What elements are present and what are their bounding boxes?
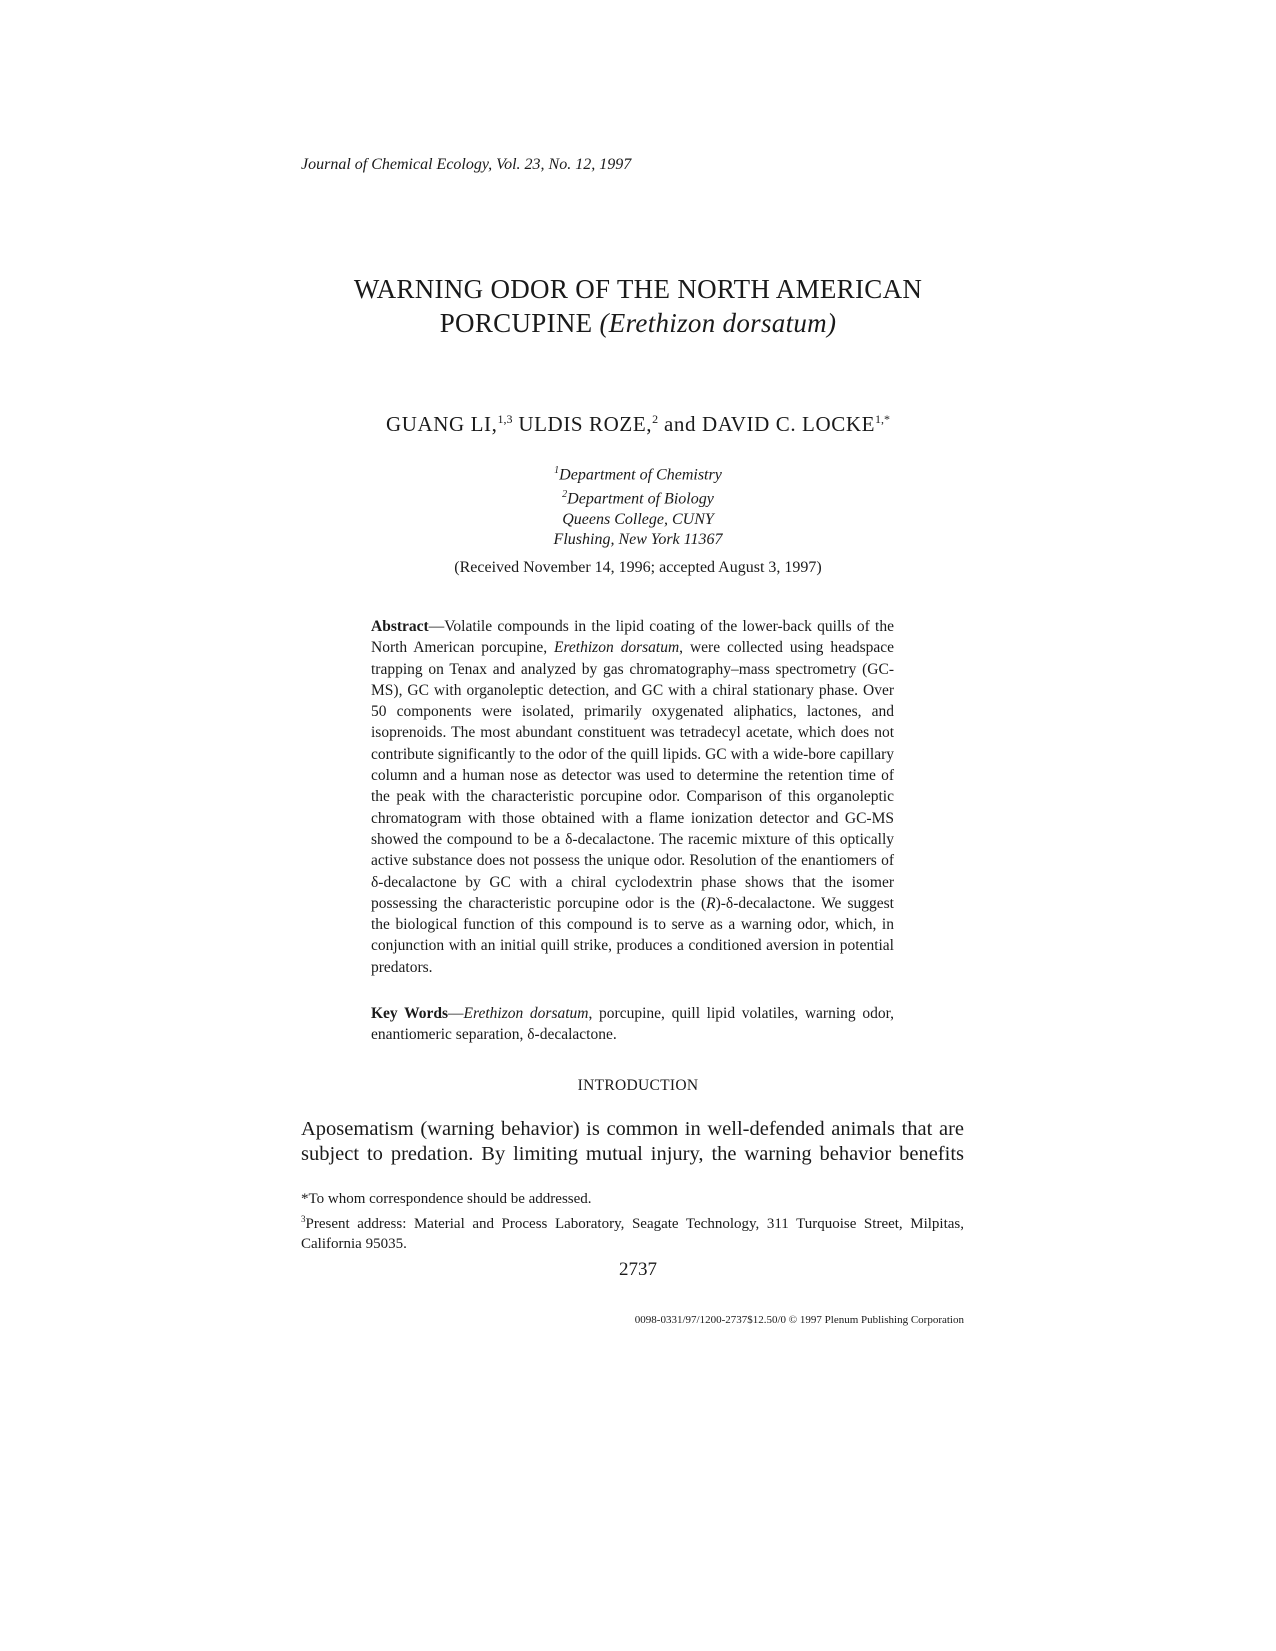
affiliation-line [0, 461, 1276, 485]
title-line-2-plain: PORCUPINE [439, 308, 600, 338]
affiliation-text: Department of Chemistry [559, 466, 722, 484]
footnotes [301, 1189, 964, 1254]
article-title [0, 272, 1276, 340]
abstract-text: —Volatile compounds in the lipid coating of the lower-back quills of the North American porcupine, [371, 618, 894, 657]
affiliations [0, 461, 1276, 550]
author-2: ULDIS ROZE, [512, 412, 653, 436]
title-species: (Erethizon dorsatum) [599, 308, 837, 338]
journal-citation: Journal of Chemical Ecology, Vol. 23, No. 12, 1997 [301, 156, 632, 173]
title-line-2 [0, 306, 1276, 340]
affiliation-text: Department of Biology [567, 490, 714, 508]
keywords-species: Erethizon dorsatum [463, 1005, 589, 1022]
keywords-dash: — [448, 1005, 464, 1022]
affiliation-text: Queens College, CUNY [562, 510, 714, 528]
author-2-affil: 2 [652, 412, 659, 426]
abstract [371, 616, 894, 978]
keywords-label: Key Words [371, 1005, 449, 1022]
affiliation-line [0, 530, 1276, 550]
page-number: 2737 [619, 1259, 657, 1280]
footnote-text: Present address: Material and Process Laboratory, Seagate Technology, 311 Turquoise Street, Milpitas, California 95035. [301, 1216, 964, 1252]
key-words [371, 1003, 894, 1046]
intro-line-2: subject to predation. By limiting mutual injury, the warning behavior benefits [301, 1143, 964, 1165]
author-3: and DAVID C. LOCKE [658, 412, 876, 436]
received-dates: (Received November 14, 1996; accepted August 3, 1997) [454, 559, 822, 576]
affiliation-text: Flushing, New York 11367 [553, 530, 723, 548]
section-heading: INTRODUCTION [577, 1077, 699, 1094]
affiliation-marker: 2 [562, 489, 568, 501]
abstract-text: )-δ-decalactone. We suggest the biological function of this compound is to serve as a warning odor, which, in conjunction with an initial quill strike, produces a conditioned aversion in potential predators. [371, 894, 894, 976]
author-3-affil: 1,* [875, 412, 891, 426]
abstract-label: Abstract [371, 618, 429, 635]
footnote-marker: 3 [301, 1214, 306, 1224]
affiliation-marker: 1 [554, 465, 560, 476]
abstract-species: Erethizon dorsatum [554, 639, 680, 657]
footnote-2 [301, 1209, 964, 1254]
introduction-text [301, 1117, 964, 1167]
abstract-config: R [706, 894, 716, 912]
footnote-1: *To whom correspondence should be addressed. [301, 1191, 592, 1207]
author-1-affil: 1,3 [497, 412, 513, 426]
author-list [0, 412, 1276, 437]
keywords-text: , porcupine, quill lipid volatiles, warning odor, enantiomeric separation, δ-decalactone. [371, 1005, 895, 1044]
author-1: GUANG LI, [385, 412, 498, 436]
title-line-1: WARNING ODOR OF THE NORTH AMERICAN [353, 274, 923, 304]
affiliation-line [0, 485, 1276, 509]
copyright-line: 0098-0331/97/1200-2737$12.50/0 © 1997 Plenum Publishing Corporation [634, 1314, 964, 1326]
abstract-text: , were collected using headspace trapping on Tenax and analyzed by gas chromatography–mass spectrometry (GC-MS), GC with organoleptic detection, and GC with a chiral stationary phase. Over 50 components were isolated, primarily oxygenated aliphatics, lactones, and isoprenoids. The most abundant constituent was tetradecyl acetate, which does not contribute significantly to the odor of the quill lipids. GC with a wide-bore capillary column and a human nose as detector was used to determine the retention time of the peak with the characteristic porcupine odor. Comparison of this organoleptic chromatogram with those obtained with a flame ionization detector and GC-MS showed the compound to be a δ-decalactone. The racemic mixture of this optically active substance does not possess the unique odor. Resolution of the enantiomers of δ-decalactone by GC with a chiral cyclodextrin phase shows that the isomer possessing the characteristic porcupine odor is the ( [371, 639, 895, 912]
affiliation-line [0, 510, 1276, 530]
intro-line-1: Aposematism (warning behavior) is common in well-defended animals that are [301, 1118, 964, 1140]
